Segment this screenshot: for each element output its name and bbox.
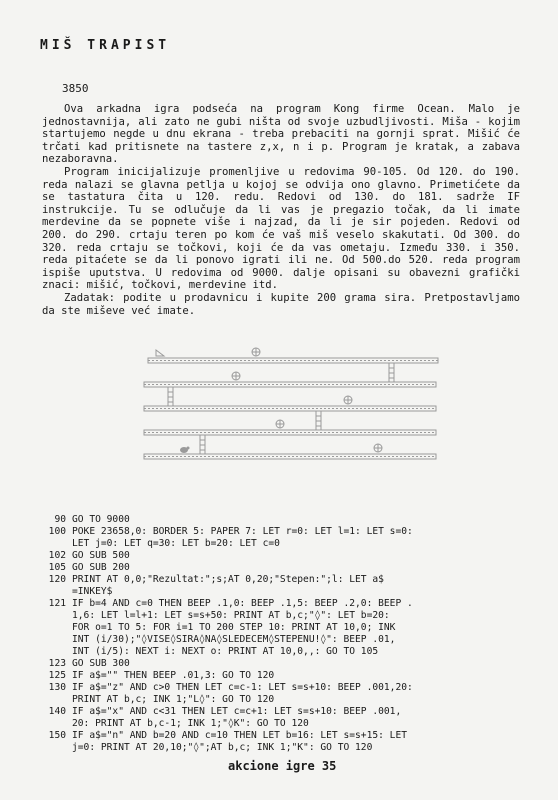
ladder-icon	[168, 387, 173, 406]
line-code: IF b=4 AND c=0 THEN BEEP .1,0: BEEP .1,5: BEEP .2,0: BEEP .	[72, 598, 413, 609]
line-code: INT (i/5): NEXT i: NEXT o: PRINT AT 10,0,,: GO TO 105	[72, 646, 379, 657]
game-screenshot-graphic	[140, 342, 440, 504]
code-line	[40, 634, 540, 646]
code-line	[40, 574, 540, 586]
code-line	[40, 730, 540, 742]
line-number: 121	[48, 598, 66, 609]
code-line	[40, 682, 540, 694]
line-number: 140	[48, 706, 66, 717]
line-number	[40, 742, 66, 754]
article-title: MIŠ TRAPIST	[40, 38, 171, 53]
code-line	[40, 742, 540, 754]
article-paragraph: Ova arkadna igra podseća na program Kong firme Ocean. Malo je jednostavnija, ali zato ne gubi ništa od svoje uzbudljivosti. Miša - kojim startujemo negde u dnu ekrana - treba prebaciti na gornji sprat. Mišić će trčati kad pritisnete na tastere z,x, n i p. Program je kratak, a zabava nezaboravna.	[42, 103, 520, 166]
line-code: PRINT AT 0,0;"Rezultat:";s;AT 0,20;"Stepen:";l: LET a$	[72, 574, 384, 585]
line-code: GO SUB 200	[72, 562, 130, 573]
code-line	[40, 526, 540, 538]
line-number	[40, 622, 66, 634]
line-number: 120	[48, 574, 66, 585]
code-line	[40, 514, 540, 526]
ladder-icon	[316, 411, 321, 430]
code-line	[40, 610, 540, 622]
code-line	[40, 658, 540, 670]
line-code: POKE 23658,0: BORDER 5: PAPER 7: LET r=0: LET l=1: LET s=0:	[72, 526, 413, 537]
line-number: 100	[48, 526, 66, 537]
line-code: j=0: PRINT AT 20,10;"◊";AT b,c; INK 1;"K": GO TO 120	[72, 742, 373, 753]
code-line	[40, 646, 540, 658]
line-number	[40, 538, 66, 550]
page-footer: akcione igre 35	[228, 759, 337, 773]
line-code: GO TO 9000	[72, 514, 130, 525]
line-code: GO SUB 300	[72, 658, 130, 669]
game-screenshot	[140, 342, 440, 504]
article-number: 3850	[62, 82, 89, 95]
code-line	[40, 598, 540, 610]
line-number	[40, 718, 66, 730]
wheel-icon	[252, 348, 260, 356]
line-number	[40, 646, 66, 658]
ladder-icon	[389, 363, 394, 382]
line-code: PRINT AT b,c; INK 1;"L◊": GO TO 120	[72, 694, 275, 705]
line-code: =INKEY$	[72, 586, 113, 597]
line-code: IF a$="x" AND c<31 THEN LET c=c+1: LET s=s+10: BEEP .001,	[72, 706, 402, 717]
code-line	[40, 586, 540, 598]
code-line	[40, 718, 540, 730]
line-code: IF a$="n" AND b=20 AND c=10 THEN LET b=16: LET s=s+15: LET	[72, 730, 408, 741]
basic-listing	[40, 514, 540, 754]
line-code: IF a$="" THEN BEEP .01,3: GO TO 120	[72, 670, 275, 681]
line-number	[40, 586, 66, 598]
code-line	[40, 538, 540, 550]
wheel-icon	[374, 444, 382, 452]
line-number: 150	[48, 730, 66, 741]
line-number: 123	[48, 658, 66, 669]
article-paragraph: Zadatak: podite u prodavnicu i kupite 200 grama sira. Pretpostavljamo da ste miševe već imate.	[42, 291, 520, 317]
line-number: 102	[48, 550, 66, 561]
line-code: GO SUB 500	[72, 550, 130, 561]
line-code: INT (i/30);"◊VISE◊SIRA◊NA◊SLEDECEM◊STEPENU!◊": BEEP .01,	[72, 634, 396, 645]
code-line	[40, 550, 540, 562]
line-number: 105	[48, 562, 66, 573]
code-line	[40, 622, 540, 634]
line-code: 1,6: LET l=l+1: LET s=s+50: PRINT AT b,c;"◊": LET b=20:	[72, 610, 390, 621]
line-number	[40, 694, 66, 706]
line-number	[40, 610, 66, 622]
line-number: 130	[48, 682, 66, 693]
wheel-icon	[344, 396, 352, 404]
code-line	[40, 694, 540, 706]
line-number: 125	[48, 670, 66, 681]
code-line	[40, 706, 540, 718]
line-code: FOR o=1 TO 5: FOR i=1 TO 200 STEP 10: PRINT AT 10,0; INK	[72, 622, 396, 633]
code-line	[40, 562, 540, 574]
article-body	[42, 103, 520, 317]
wheel-icon	[276, 420, 284, 428]
line-code: 20: PRINT AT b,c-1; INK 1;"◊K": GO TO 120	[72, 718, 309, 729]
cheese-icon	[156, 350, 164, 356]
line-code: LET j=0: LET q=30: LET b=20: LET c=0	[72, 538, 280, 549]
article-paragraph: Program inicijalizuje promenljive u redovima 90-105. Od 120. do 190. reda nalazi se glavna petlja u kojoj se odvija ono glavno. Primetićete da se tastatura čita u 120. redu. Redovi od 130. do 181. sadrže IF instrukcije. Tu se odlučuje da li vas je pregazio točak, da li imate merdevine da se popnete više i najzad, da li je sir pojeden. Redovi od 200. do 290. crtaju teren po kom će vaš miš veselo skakutati. Od 300. do 320. reda crtaju se točkovi, koji će da vas ometaju. Između 330. i 350. reda pitaćete se da li ponovo igrati ili ne. Od 500.do 520. reda program ispiše uputstva. U redovima od 9000. dalje opisani su obavezni grafički znaci: mišić, točkovi, merdevine itd.	[42, 165, 520, 292]
line-number	[40, 634, 66, 646]
mouse-icon	[180, 447, 190, 454]
code-line	[40, 670, 540, 682]
wheel-icon	[232, 372, 240, 380]
line-number: 90	[54, 514, 66, 525]
ladder-icon	[200, 435, 205, 454]
line-code: IF a$="z" AND c>0 THEN LET c=c-1: LET s=s+10: BEEP .001,20:	[72, 682, 413, 693]
